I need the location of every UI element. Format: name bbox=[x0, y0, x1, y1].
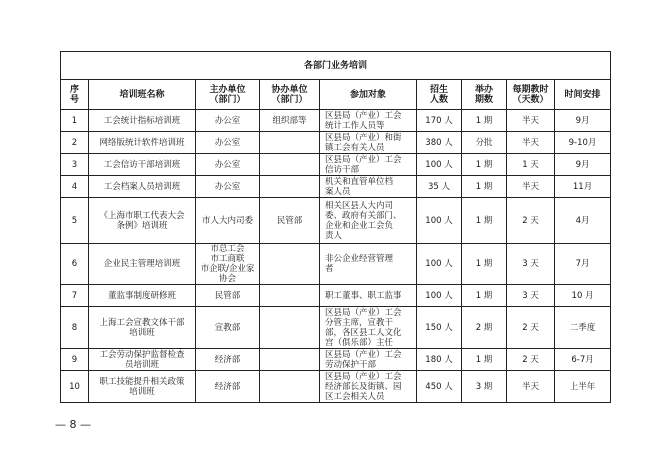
header-co-organizer: 协办单位 （部门） bbox=[260, 80, 320, 110]
cell-participants: 区县局（产业）工会 劳动保护干部 bbox=[320, 349, 417, 371]
cell-duration: 半天 bbox=[507, 371, 555, 403]
cell-co-organizer: 组织部等 bbox=[260, 110, 320, 132]
cell-organizer: 办公室 bbox=[196, 110, 260, 132]
page-number: — 8 — bbox=[55, 418, 91, 431]
cell-schedule: 11月 bbox=[555, 176, 611, 198]
cell-row-index: 5 bbox=[61, 198, 89, 244]
cell-enrollment: 380 人 bbox=[417, 132, 462, 154]
cell-duration: 2 天 bbox=[507, 198, 555, 244]
cell-course-name: 董监事制度研修班 bbox=[89, 285, 196, 307]
header-enrollment: 招生 人数 bbox=[417, 80, 462, 110]
cell-co-organizer bbox=[260, 371, 320, 403]
cell-participants: 非公企业经营管理 者 bbox=[320, 244, 417, 285]
header-organizer: 主办单位 （部门） bbox=[196, 80, 260, 110]
header-duration: 每期教时 （天数） bbox=[507, 80, 555, 110]
cell-sessions: 2 期 bbox=[462, 307, 507, 349]
table-row bbox=[61, 110, 611, 132]
cell-participants: 机关和直管单位档 案人员 bbox=[320, 176, 417, 198]
cell-duration: 半天 bbox=[507, 110, 555, 132]
cell-row-index: 9 bbox=[61, 349, 89, 371]
table-row bbox=[61, 307, 611, 349]
cell-co-organizer bbox=[260, 132, 320, 154]
cell-schedule: 7月 bbox=[555, 244, 611, 285]
header-course-name: 培训班名称 bbox=[89, 80, 196, 110]
header-schedule: 时间安排 bbox=[555, 80, 611, 110]
cell-sessions: 3 期 bbox=[462, 371, 507, 403]
cell-organizer: 民管部 bbox=[196, 285, 260, 307]
cell-duration: 半天 bbox=[507, 132, 555, 154]
cell-course-name: 工会档案人员培训班 bbox=[89, 176, 196, 198]
cell-course-name: 工会统计指标培训班 bbox=[89, 110, 196, 132]
cell-organizer: 宣教部 bbox=[196, 307, 260, 349]
header-sessions: 举办 期数 bbox=[462, 80, 507, 110]
cell-enrollment: 100 人 bbox=[417, 154, 462, 176]
cell-enrollment: 100 人 bbox=[417, 244, 462, 285]
cell-participants: 区县局（产业）工会 信访干部 bbox=[320, 154, 417, 176]
cell-enrollment: 35 人 bbox=[417, 176, 462, 198]
cell-organizer: 市总工会 市工商联 市企联/企业家 协会 bbox=[196, 244, 260, 285]
cell-enrollment: 450 人 bbox=[417, 371, 462, 403]
cell-co-organizer bbox=[260, 176, 320, 198]
table-row bbox=[61, 244, 611, 285]
cell-participants: 相关区县人大内司 委、政府有关部门、 企业和企业工会负 责人 bbox=[320, 198, 417, 244]
cell-sessions: 1 期 bbox=[462, 198, 507, 244]
cell-row-index: 8 bbox=[61, 307, 89, 349]
cell-row-index: 3 bbox=[61, 154, 89, 176]
cell-course-name: 上海工会宣教文体干部 培训班 bbox=[89, 307, 196, 349]
cell-co-organizer: 民管部 bbox=[260, 198, 320, 244]
cell-enrollment: 180 人 bbox=[417, 349, 462, 371]
cell-participants: 职工董事、职工监事 bbox=[320, 285, 417, 307]
cell-schedule: 9月 bbox=[555, 110, 611, 132]
cell-co-organizer bbox=[260, 154, 320, 176]
cell-enrollment: 170 人 bbox=[417, 110, 462, 132]
cell-row-index: 7 bbox=[61, 285, 89, 307]
cell-row-index: 4 bbox=[61, 176, 89, 198]
cell-organizer: 市人大内司委 bbox=[196, 198, 260, 244]
cell-duration: 2 天 bbox=[507, 307, 555, 349]
cell-participants: 区县局（产业）工会 统计工作人员等 bbox=[320, 110, 417, 132]
cell-duration: 半天 bbox=[507, 176, 555, 198]
training-table bbox=[60, 51, 611, 403]
cell-co-organizer bbox=[260, 244, 320, 285]
cell-course-name: 《上海市职工代表大会 条例》培训班 bbox=[89, 198, 196, 244]
cell-duration: 2 天 bbox=[507, 349, 555, 371]
cell-enrollment: 100 人 bbox=[417, 285, 462, 307]
cell-organizer: 经济部 bbox=[196, 349, 260, 371]
table-row bbox=[61, 285, 611, 307]
table-row bbox=[61, 371, 611, 403]
cell-sessions: 分批 bbox=[462, 132, 507, 154]
table-row bbox=[61, 349, 611, 371]
cell-course-name: 工会信访干部培训班 bbox=[89, 154, 196, 176]
cell-sessions: 1 期 bbox=[462, 244, 507, 285]
cell-organizer: 办公室 bbox=[196, 176, 260, 198]
cell-duration: 3 天 bbox=[507, 285, 555, 307]
cell-schedule: 6-7月 bbox=[555, 349, 611, 371]
table-title: 各部门业务培训 bbox=[61, 52, 611, 80]
cell-schedule: 9-10月 bbox=[555, 132, 611, 154]
cell-course-name: 职工技能提升相关政策 培训班 bbox=[89, 371, 196, 403]
cell-co-organizer bbox=[260, 307, 320, 349]
cell-row-index: 6 bbox=[61, 244, 89, 285]
table-row bbox=[61, 198, 611, 244]
cell-organizer: 办公室 bbox=[196, 132, 260, 154]
cell-schedule: 二季度 bbox=[555, 307, 611, 349]
cell-co-organizer bbox=[260, 349, 320, 371]
cell-sessions: 1 期 bbox=[462, 110, 507, 132]
cell-course-name: 企业民主管理培训班 bbox=[89, 244, 196, 285]
cell-participants: 区县局（产业）工会 分管主席，宣教干 部，各区县工人文化 宫（俱乐部）主任 bbox=[320, 307, 417, 349]
table-row bbox=[61, 132, 611, 154]
cell-enrollment: 150 人 bbox=[417, 307, 462, 349]
cell-row-index: 10 bbox=[61, 371, 89, 403]
cell-sessions: 1 期 bbox=[462, 349, 507, 371]
cell-schedule: 上半年 bbox=[555, 371, 611, 403]
cell-sessions: 1 期 bbox=[462, 176, 507, 198]
cell-schedule: 10 月 bbox=[555, 285, 611, 307]
header-participants: 参加对象 bbox=[320, 80, 417, 110]
cell-enrollment: 100 人 bbox=[417, 198, 462, 244]
cell-course-name: 工会劳动保护监督检查 员培训班 bbox=[89, 349, 196, 371]
cell-row-index: 2 bbox=[61, 132, 89, 154]
cell-sessions: 1 期 bbox=[462, 154, 507, 176]
cell-row-index: 1 bbox=[61, 110, 89, 132]
table-row bbox=[61, 176, 611, 198]
cell-organizer: 经济部 bbox=[196, 371, 260, 403]
cell-co-organizer bbox=[260, 285, 320, 307]
cell-schedule: 9月 bbox=[555, 154, 611, 176]
cell-sessions: 1 期 bbox=[462, 285, 507, 307]
cell-organizer: 办公室 bbox=[196, 154, 260, 176]
cell-participants: 区县局（产业）和街 镇工会有关人员 bbox=[320, 132, 417, 154]
cell-schedule: 4月 bbox=[555, 198, 611, 244]
cell-duration: 3 天 bbox=[507, 244, 555, 285]
cell-duration: 1 天 bbox=[507, 154, 555, 176]
header-row bbox=[61, 80, 611, 110]
table-row bbox=[61, 154, 611, 176]
cell-course-name: 网络版统计软件培训班 bbox=[89, 132, 196, 154]
header-index: 序 号 bbox=[61, 80, 89, 110]
cell-participants: 区县局（产业）工会 经济部长及街镇、园 区工会相关人员 bbox=[320, 371, 417, 403]
